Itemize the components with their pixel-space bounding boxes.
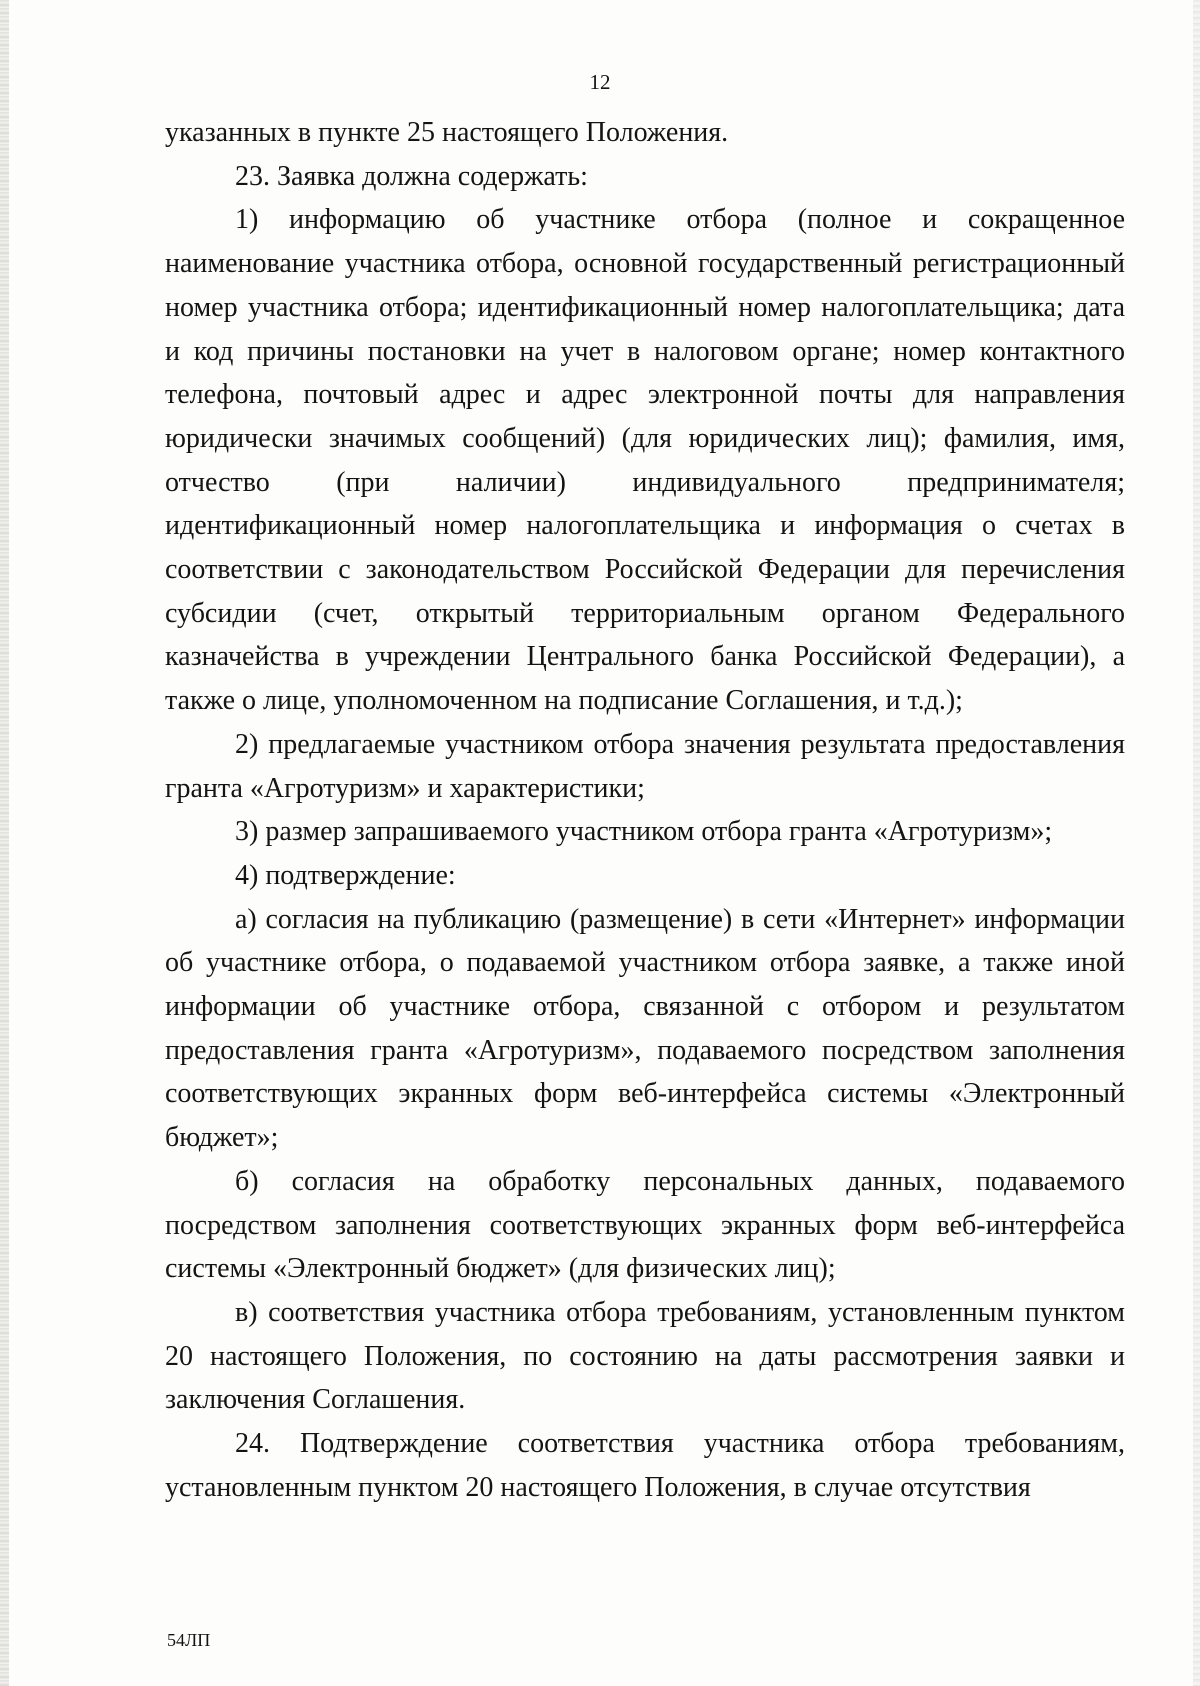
paragraph-item-24: 24. Подтверждение соответствия участника отбора требованиям, установленным пунктом 20 настоящего Положения, в случае отсутствия [165,1428,1125,1503]
footer-document-code: 54ЛП [167,1630,211,1650]
paragraph-subitem-3: 3) размер запрашиваемого участником отбора гранта «Агротуризм»; [235,816,1053,848]
paragraph-subitem-1: 1) информацию об участнике отбора (полное и сокращенное наименование участника отбора, основной государственный регистрационный номер участника отбора; идентификационный номер налогоплательщика; дата и код причины постановки на учет в налоговом органе; номер контактного телефона, почтовый адрес и адрес электронной почты для направления юридически значимых сообщений) (для юридических лиц); фамилия, имя, отчество (при наличии) индивидуального предпринимателя; идентификационный номер налогоплательщика и информация о счетах в соответствии с законодательством Российской Федерации для перечисления субсидии (счет, открытый территориальным органом Федерального казначейства в учреждении Центрального банка Российской Федерации), а также о лице, уполномоченном на подписание Соглашения, и т.д.); [165,204,1125,717]
paragraph-subitem-b: б) согласия на обработку персональных данных, подаваемого посредством заполнения соответствующих экранных форм веб-интерфейса системы «Электронный бюджет» (для физических лиц); [165,1165,1125,1285]
paragraph-subitem-4: 4) подтверждение: [235,859,456,891]
scan-edge-left [0,0,9,1686]
paragraph-subitem-a: а) согласия на публикацию (размещение) в сети «Интернет» информации об участнике отбора, о подаваемой участником отбора заявке, а также иной информации об участнике отбора, связанной с отбором и результатом предоставления гранта «Агротуризм», подаваемого посредством заполнения соответствующих экранных форм веб-интерфейса системы «Электронный бюджет»; [165,903,1125,1154]
paragraph-continuation: указанных в пункте 25 настоящего Положения. [165,117,729,148]
scan-edge-right [1193,0,1200,1686]
page-number: 12 [589,70,611,94]
paragraph-item-23-heading: 23. Заявка должна содержать: [235,160,588,192]
document-body [165,111,1125,1510]
paragraph-subitem-2: 2) предлагаемые участником отбора значения результата предоставления гранта «Агротуризм» и характеристики; [165,728,1125,804]
paragraph-subitem-v: в) соответствия участника отбора требованиям, установленным пунктом 20 настоящего Положения, по состоянию на даты рассмотрения заявки и заключения Соглашения. [165,1296,1125,1416]
